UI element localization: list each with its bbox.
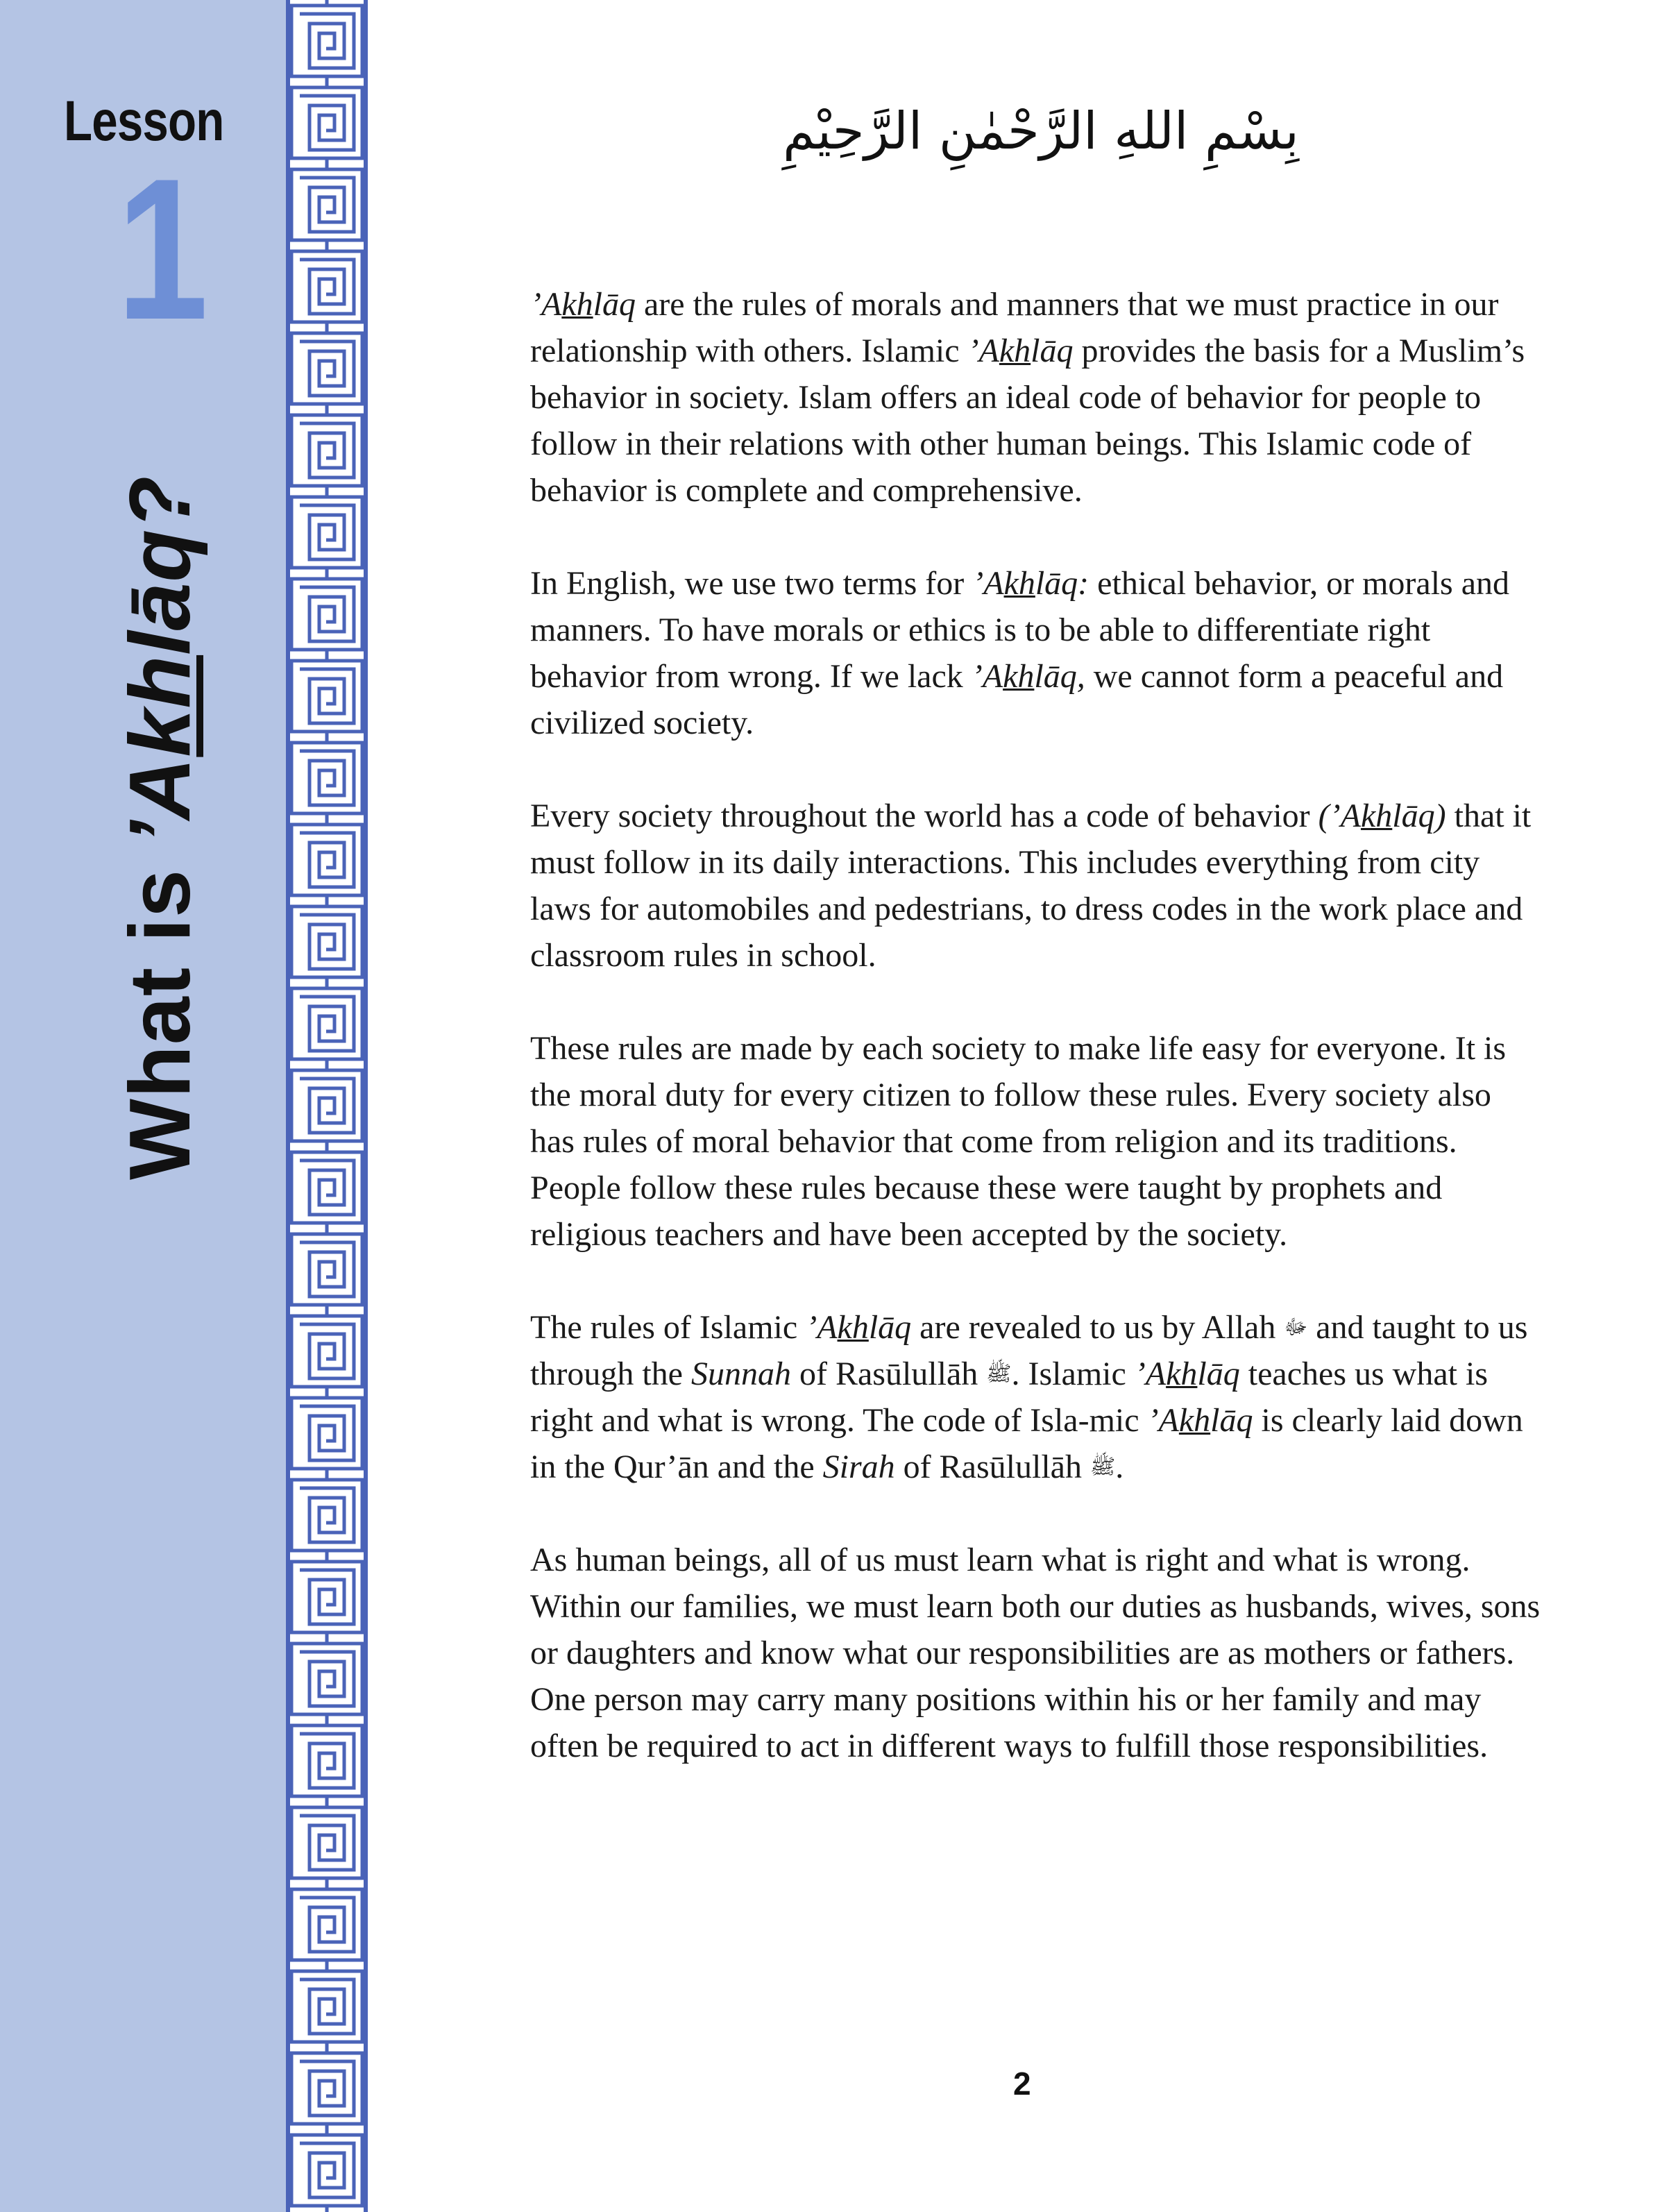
- lesson-title: [111, 475, 210, 1180]
- basmala-text: بِسْمِ اللهِ الرَّحْمٰنِ الرَّحِيْمِ: [783, 101, 1299, 161]
- paragraph: The rules of Islamic ’Akhlāq are revealed to us by Allah ﷻ and taught to us through the Sunnah of Rasūlullāh ﷺ. Islamic ’Akhlāq teaches us what is right and what is wrong. The code of Isla-mic ’Akhlāq is clearly laid down in the Qur’ān and the Sirah of Rasūlullāh ﷺ.: [530, 1309, 1528, 1485]
- basmala-calligraphy: [743, 90, 1339, 187]
- paragraph: As human beings, all of us must learn what is right and what is wrong. Within our families, we must learn both our duties as husbands, wives, sons or daughters and know what our responsibilities are as mothers or fathers. One person may carry many positions within his or her family and may often be required to act in different ways to fulfill those responsibilities.: [530, 1542, 1541, 1764]
- sidebar-panel: [0, 0, 286, 2212]
- decorative-border: [286, 0, 368, 2212]
- honorific-glyph: ﷺ: [986, 1362, 1012, 1386]
- paragraph: In English, we use two terms for ’Akhlāq: ethical behavior, or morals and manners. To have morals or ethics is to be able to differentiate right behavior from wrong. If we lack ’Akhlāq, we cannot form a peaceful and civilized society.: [530, 565, 1510, 741]
- lesson-title-term: ’Akhlāq?: [112, 475, 208, 845]
- honorific-glyph: ﷺ: [1089, 1455, 1116, 1479]
- paragraph: ’Akhlāq are the rules of morals and manners that we must practice in our relationship with others. Islamic ’Akhlāq provides the basis for a Muslim’s behavior in society. Islam offers an ideal code of behavior for people to follow in their relations with other human beings. This Islamic code of behavior is complete and comprehensive.: [530, 286, 1525, 509]
- honorific-glyph: ﷻ: [1284, 1315, 1308, 1340]
- lesson-body: [530, 281, 1543, 1816]
- page-number: 2: [1013, 2066, 1031, 2102]
- paragraph: These rules are made by each society to make life easy for everyone. It is the moral duty for every citizen to follow these rules. Every society also has rules of moral behavior that come from religion and its traditions. People follow these rules because these were taught by prophets and religious teachers and have been accepted by the society.: [530, 1030, 1507, 1253]
- lesson-title-prefix: What is: [112, 844, 208, 1180]
- lesson-number: 1: [117, 137, 209, 362]
- paragraph: Every society throughout the world has a code of behavior (’Akhlāq) that it must follow in its daily interactions. This includes everything from city laws for automobiles and pedestrians, to dress codes in the work place and classroom rules in school.: [530, 797, 1532, 974]
- lesson-label: Lesson: [64, 90, 224, 153]
